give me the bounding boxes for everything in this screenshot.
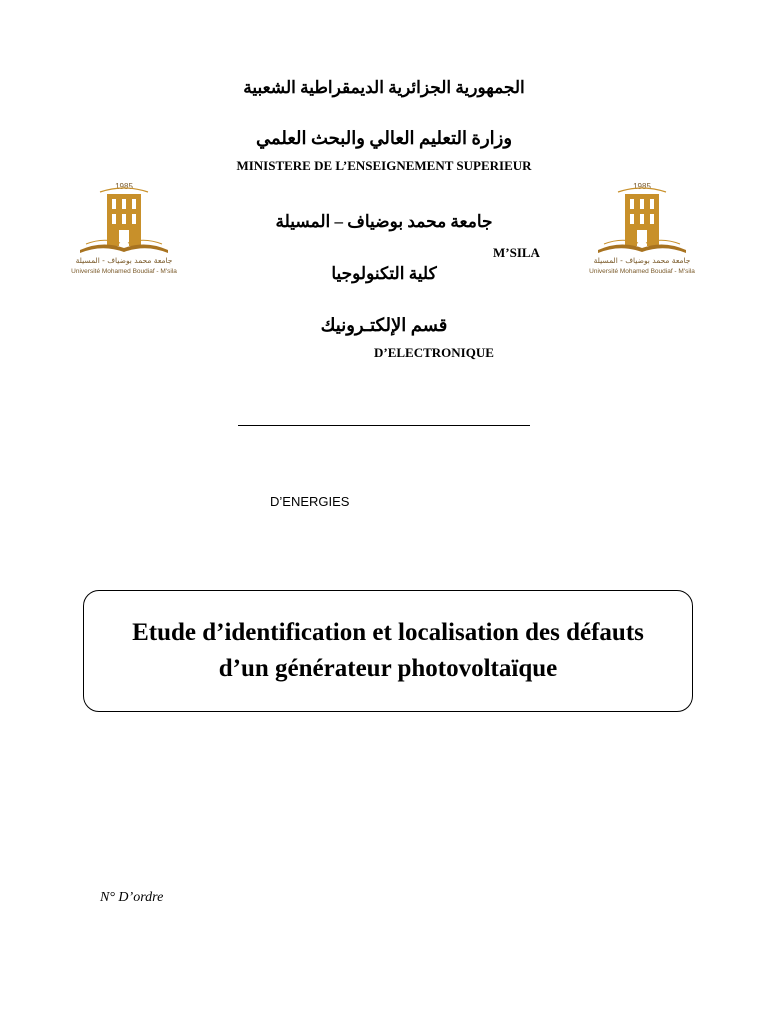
logo-name-fr: Université Mohamed Boudiaf - M'sila (589, 268, 695, 275)
faculty-heading-ar: كلية التكنولوجيا (331, 264, 437, 283)
republic-heading-ar: الجمهورية الجزائرية الديمقراطية الشعبية (243, 78, 525, 97)
logo-name-ar: جامعة محمد بوضياف - المسيلة (593, 256, 691, 265)
thesis-title-line-2: d’un générateur photovoltaïque (218, 655, 558, 682)
field-label: D’ENERGIES (270, 494, 350, 509)
department-heading-ar: قسم الإلكتـرونيك (320, 315, 448, 335)
logo-name-fr: Université Mohamed Boudiaf - M'sila (71, 268, 177, 275)
university-city-fr: M’SILA (493, 245, 540, 260)
thesis-title-box (83, 590, 693, 712)
ministry-heading-fr: MINISTERE DE L’ENSEIGNEMENT SUPERIEUR (236, 158, 532, 173)
order-number-label: N° D’ordre (100, 890, 164, 905)
separator-line (238, 425, 530, 426)
university-heading-ar: جامعة محمد بوضياف – المسيلة (275, 212, 493, 231)
department-heading-fr: D’ELECTRONIQUE (374, 345, 494, 360)
logo-name-ar: جامعة محمد بوضياف - المسيلة (75, 256, 173, 265)
logo-year: 1985 (633, 182, 651, 191)
logo-year: 1985 (115, 182, 133, 191)
thesis-title-line-1: Etude d’identification et localisation des défauts (132, 619, 644, 646)
ministry-heading-ar: وزارة التعليم العالي والبحث العلمي (255, 128, 513, 148)
